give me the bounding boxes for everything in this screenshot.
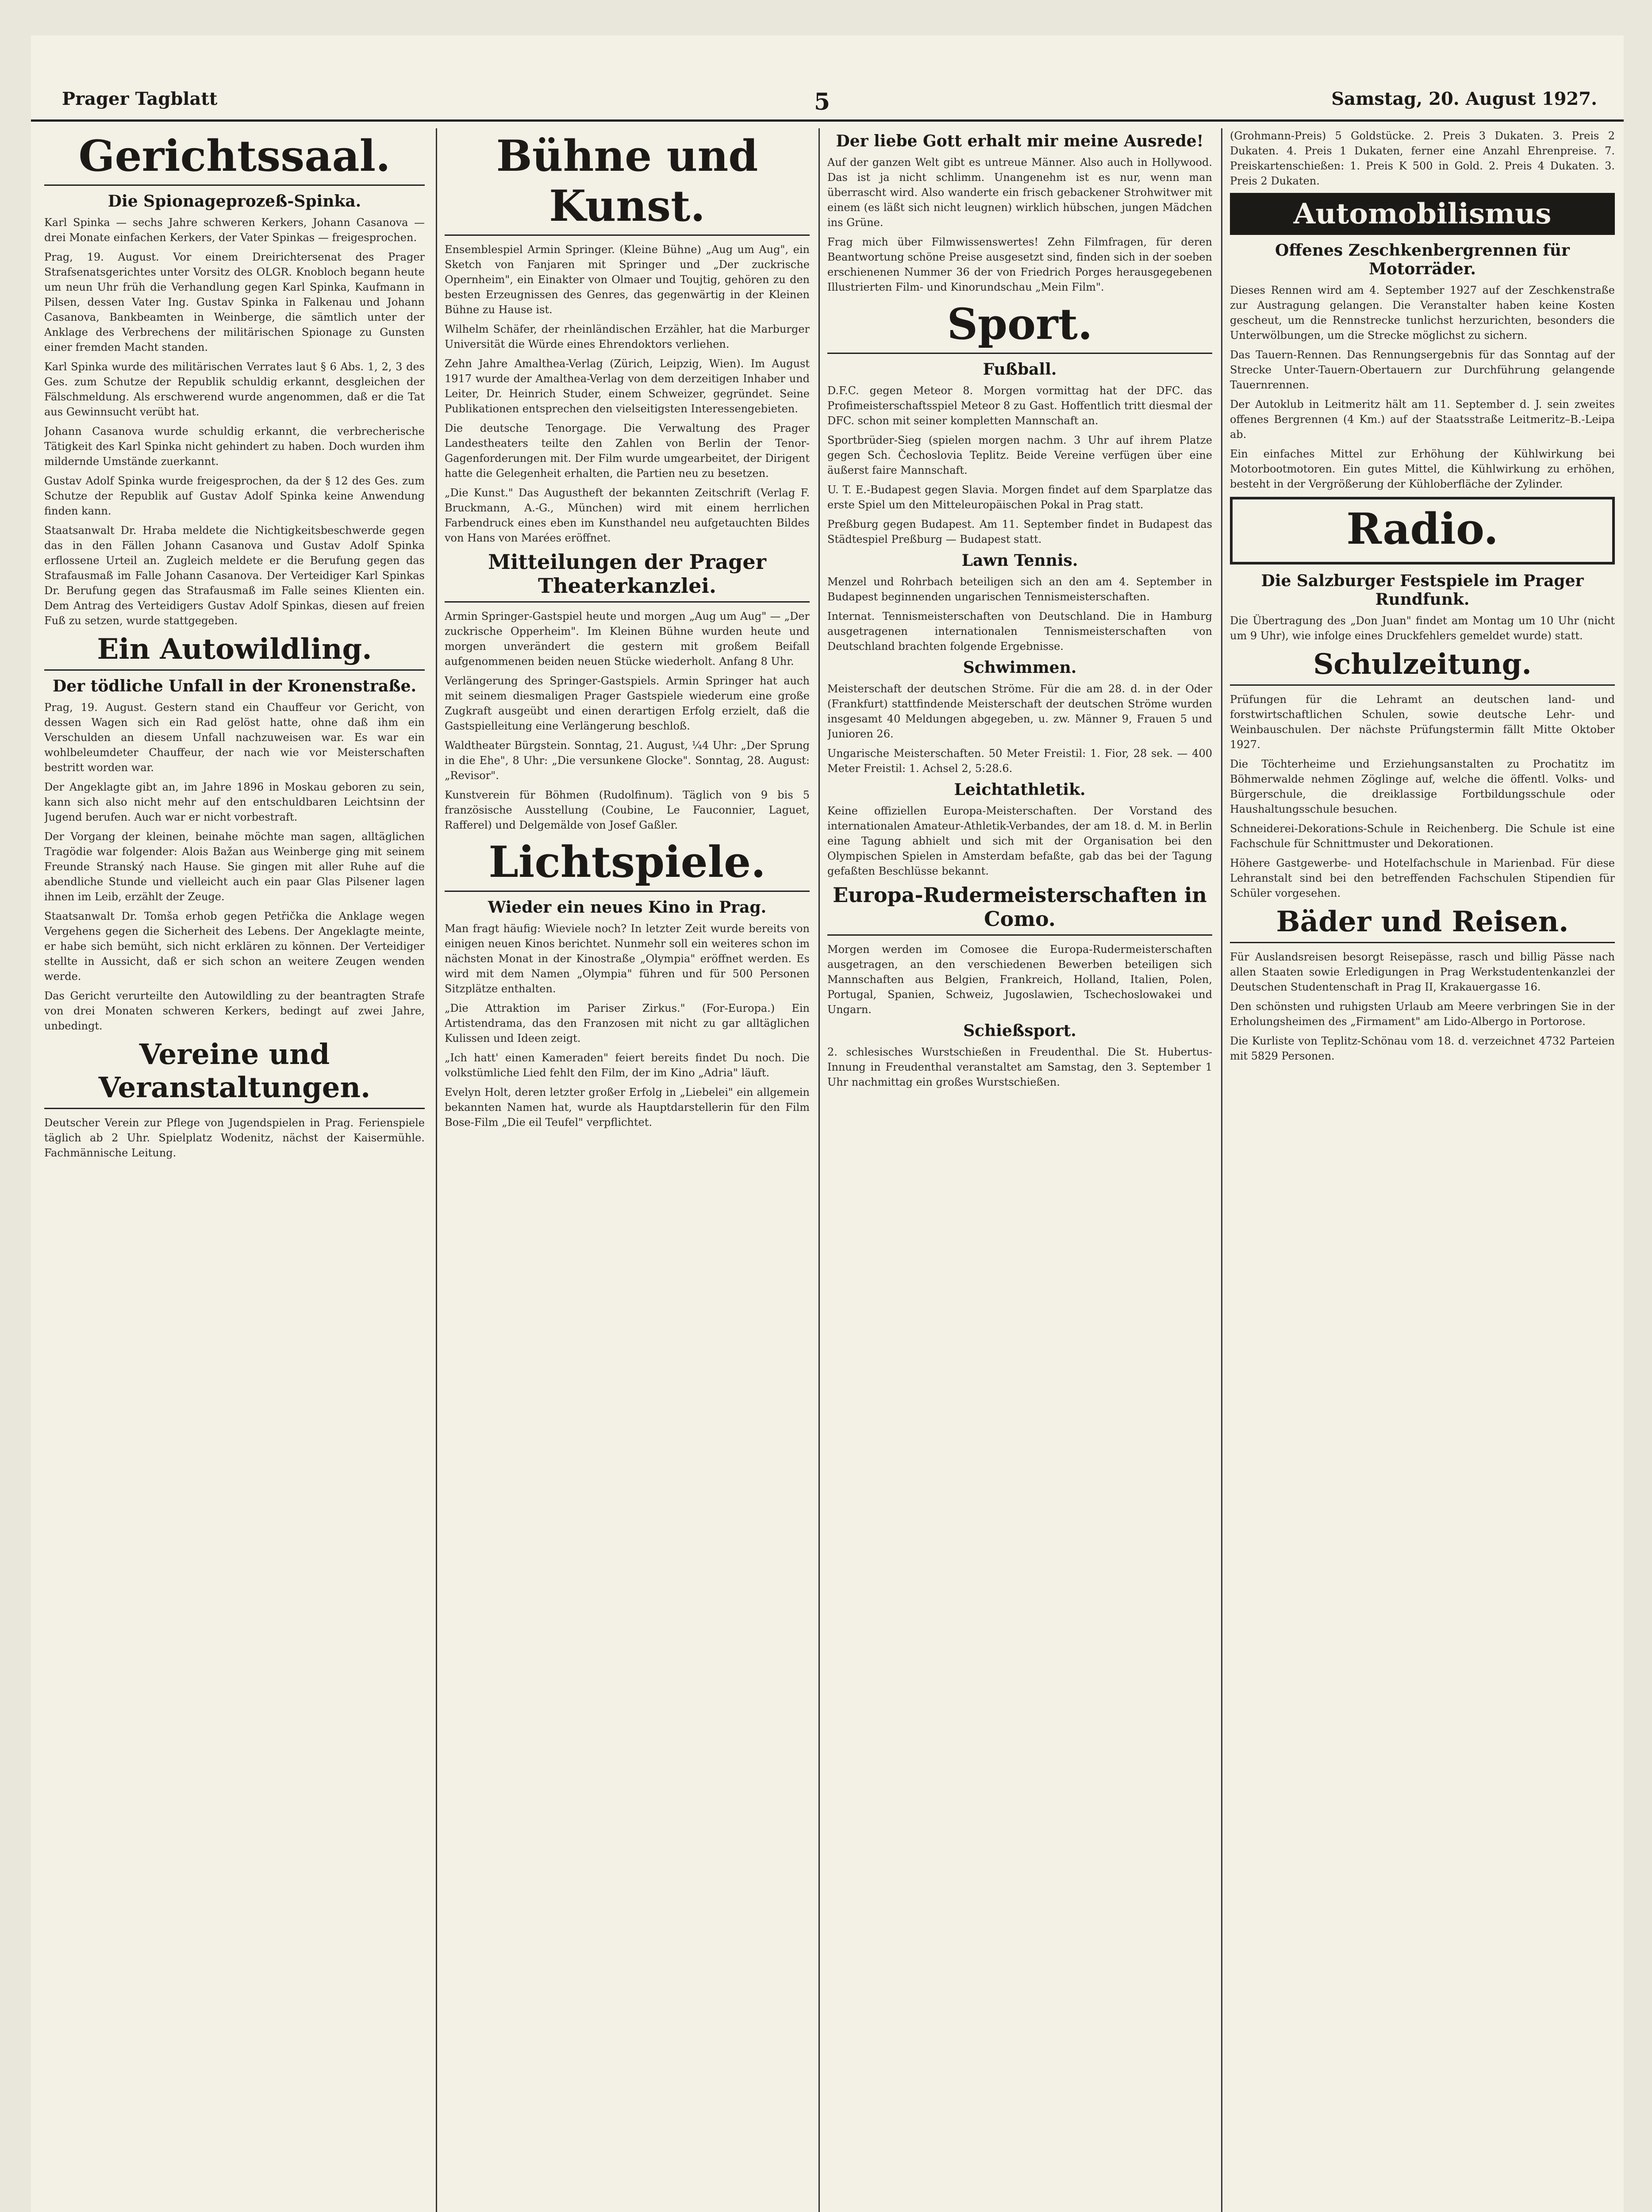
boxed-heading: [1230, 497, 1615, 565]
article-paragraph: Staatsanwalt Dr. Hraba meldete die Nichtigkeitsbeschwerde gegen das in den Fällen Johann Casanova und Gustav Adolf Spinka erflossene Urteil an. Zugleich meldete er die Berufung gegen das Strafausmaß im Falle Johann Casanova. Der Verteidiger Karl Spinkas Dr. Berufung gegen das Strafausmaß im Falle seines Klienten ein. Dem Antrag des Verteidigers Gustav Adolf Spinkas, diesen auf freien Fuß zu setzen, wurde stattgegeben.: [44, 524, 425, 627]
column-1: [44, 128, 425, 2212]
section-subheading: Fußball.: [983, 360, 1057, 379]
article-paragraph: Das Tauern-Rennen. Das Rennungsergebnis für das Sonntag auf der Strecke Unter-Tauern-Obertauern zur Durchführung gelangende Tauernrennen.: [1230, 349, 1615, 391]
article-paragraph: Die Kurliste von Teplitz-Schönau vom 18. d. verzeichnet 4732 Parteien mit 5829 Personen.: [1230, 1035, 1615, 1062]
section-heading: Gerichtssaal.: [44, 131, 425, 186]
section-heading: Lichtspiele.: [445, 837, 810, 892]
section-subheading: Schwimmen.: [963, 658, 1077, 677]
column-rule-3: [1221, 128, 1222, 2212]
article-section: [445, 550, 810, 833]
article-paragraph: Internat. Tennismeisterschaften von Deutschland. Die in Hamburg ausgetragenen internationalen Tennismeisterschaften von Deutschland brachten folgende Ergebnisse.: [827, 610, 1212, 653]
article-paragraph: D.F.C. gegen Meteor 8. Morgen vormittag hat der DFC. das Profimeisterschaftsspiel Meteor 8 zu Gast. Hoffentlich tritt diesmal der DFC. schon mit seiner kompletten Mannschaft an.: [827, 384, 1212, 427]
article-section: [1230, 648, 1615, 901]
section-heading: Vereine und Veranstaltungen.: [44, 1038, 425, 1109]
section-subheading: Schießsport.: [963, 1022, 1076, 1040]
article-paragraph: „Ich hatt' einen Kameraden" feiert bereits findet Du noch. Die volkstümliche Lied fehlt den Film, der im Kino „Adria" läuft.: [445, 1052, 810, 1079]
article-section: [44, 131, 425, 628]
section-heading: Mitteilungen der Prager Theaterkanzlei.: [445, 550, 810, 603]
article-paragraph: Der Vorgang der kleinen, beinahe möchte man sagen, alltäglichen Tragödie war folgender: Alois Bažan aus Weinberge ging mit seinem Freunde Stranský nach Hause. Sie gingen mit aller Ruhe auf die abendliche Stunde und vielleicht auch ein paar Glas Pilsener lagen ihnen im Leib, erzählt der Zeuge.: [44, 830, 425, 903]
article-paragraph: U. T. E.-Budapest gegen Slavia. Morgen findet auf dem Sparplatze das erste Spiel um den Mitteleuropäischen Pokal in Prag statt.: [827, 484, 1212, 511]
article-section: [827, 299, 1212, 547]
section-subheading: Die Salzburger Festspiele im Prager Rundfunk.: [1261, 572, 1584, 609]
section-heading: Ein Autowildling.: [44, 633, 425, 671]
article-section: [1230, 905, 1615, 1064]
article-paragraph: Den schönsten und ruhigsten Urlaub am Meere verbringen Sie in der Erholungsheimen des „Firmament" am Lido-Albergo in Portorose.: [1230, 1000, 1615, 1028]
article-paragraph: Zehn Jahre Amalthea-Verlag (Zürich, Leipzig, Wien). Im August 1917 wurde der Amalthea-Verlag von dem derzeitigen Inhaber und Leiter, Dr. Heinrich Studer, einem Schweizer, gegründet. Seine Publikationen entsprechen den vielseitigsten Interessengebieten.: [445, 357, 810, 415]
masthead: [31, 88, 1624, 115]
article-paragraph: Deutscher Verein zur Pflege von Jugendspielen in Prag. Ferienspiele täglich ab 2 Uhr. Spielplatz Wodenitz, nächst der Kaisermühle. Fachmännische Leitung.: [44, 1117, 425, 1159]
section-heading: Radio.: [1346, 504, 1498, 554]
article-paragraph: Ungarische Meisterschaften. 50 Meter Freistil: 1. Fior, 28 sek. — 400 Meter Freistil: 1. Achsel 2, 5:28.6.: [827, 747, 1212, 775]
article-paragraph: Prüfungen für die Lehramt an deutschen land- und forstwirtschaftlichen Schulen, sowie deutsche Lehr- und Weinbauschulen. Der nächste Prüfungstermin fällt Mitte Oktober 1927.: [1230, 693, 1615, 751]
article-section: [827, 1022, 1212, 1090]
article-paragraph: Die Töchterheime und Erziehungsanstalten zu Prochatitz im Böhmerwalde nehmen Zöglinge auf, welche die öffentl. Volks- und Bürgerschule, die dreiklassige Fortbildungsschule oder Haushaltungsschule besuchen.: [1230, 758, 1615, 815]
article-paragraph: Ein einfaches Mittel zur Erhöhung der Kühlwirkung bei Motorbootmotoren. Ein gutes Mittel, die Kühlwirkung zu erhöhen, besteht in der Vergrößerung der Kühloberfläche der Zylinder.: [1230, 448, 1615, 490]
article-paragraph: Morgen werden im Comosee die Europa-Rudermeisterschaften ausgetragen, an den verschiedenen Bewerben beteiligen sich Mannschaften aus Belgien, Frankreich, Holland, Italien, Polen, Portugal, Spanien, Schweiz, Jugoslawien, Tschechoslowakei und Ungarn.: [827, 943, 1212, 1016]
article-paragraph: Meisterschaft der deutschen Ströme. Für die am 28. d. in der Oder (Frankfurt) stattfindende Meisterschaft der deutschen Ströme wurden insgesamt 40 Meldungen abgegeben, u. zw. Männer 9, Frauen 5 und Junioren 26.: [827, 683, 1212, 740]
column-rule-2: [818, 128, 820, 2212]
section-subheading: Wieder ein neues Kino in Prag.: [488, 898, 767, 917]
section-heading: Bäder und Reisen.: [1230, 905, 1615, 943]
section-subheading: Die Spionageprozeß-Spinka.: [108, 192, 361, 211]
article-paragraph: Ensemblespiel Armin Springer. (Kleine Bühne) „Aug um Aug", ein Sketch von Fanjaren mit Springer und „Der zuckrische Opernheim", ein Einakter von Olmaer und Toujtig, gehören zu den besten Erzeugnissen des Genres, das gegenwärtig in der Kleinen Bühne zu Hause ist.: [445, 243, 810, 316]
article-paragraph: Die deutsche Tenorgage. Die Verwaltung des Prager Landestheaters teilte den Zahlen von Berlin der Tenor-Gagenforderungen mit. Der Film wurde umgearbeitet, der Dirigent hatte die Gelegenheit erhalten, die Partien neu zu besetzen.: [445, 422, 810, 480]
article-paragraph: Waldtheater Bürgstein. Sonntag, 21. August, ¼4 Uhr: „Der Sprung in die Ehe", 8 Uhr: „Die versunkene Glocke". Sonntag, 28. August: „Revisor".: [445, 739, 810, 782]
article-section: [44, 633, 425, 1033]
article-paragraph: Verlängerung des Springer-Gastspiels. Armin Springer hat auch mit seinem diesmaligen Prager Gastspiele wiederum eine große Zugkraft ausgeübt und einen derartigen Erfolg erzielt, daß die Gastspielleitung eine Verlängerung beschloß.: [445, 675, 810, 732]
top-rule: [31, 119, 1624, 122]
article-paragraph: Evelyn Holt, deren letzter großer Erfolg in „Liebelei" ein allgemein bekannten Namen hat, wurde als Hauptdarstellerin für den Film Bose-Film „Die eil Teufel" verpflichtet.: [445, 1086, 810, 1129]
column-3: [827, 128, 1212, 2212]
article-paragraph: „Die Attraktion im Pariser Zirkus." (For-Europa.) Ein Artistendrama, das den Franzosen mit nicht zu gar alltäglichen Kulissen und Ideen zeigt.: [445, 1002, 810, 1045]
article-section: [827, 658, 1212, 776]
article-paragraph: Karl Spinka wurde des militärischen Verrates laut § 6 Abs. 1, 2, 3 des Ges. zum Schutze der Republik schuldig erkannt, desgleichen der Fälschmeldung. Als erschwerend wurde angenommen, daß er die Tat aus Gewinnsucht verübt hat.: [44, 361, 425, 418]
column-4: [1230, 128, 1615, 2212]
section-heading: Schulzeitung.: [1230, 648, 1615, 686]
masthead-left: Prager Tagblatt: [62, 88, 218, 109]
article-paragraph: Frag mich über Filmwissenswertes! Zehn Filmfragen, für deren Beantwortung schöne Preise ausgesetzt sind, finden sich in der soeben erschienenen Nummer 36 der von Friedrich Porges herausgegebenen Illustrierten Film- und Kinorundschau „Mein Film".: [827, 236, 1212, 293]
article-section: [827, 883, 1212, 1017]
section-subheading: Lawn Tennis.: [961, 551, 1078, 570]
article-section: [44, 1038, 425, 1160]
article-section: [1230, 193, 1615, 492]
masthead-date: Samstag, 20. August 1927.: [1331, 88, 1597, 109]
article-paragraph: Keine offiziellen Europa-Meisterschaften. Der Vorstand des internationalen Amateur-Athletik-Verbandes, der am 18. d. M. in Berlin eine Tagung abhielt und sich mit der Organisation bei den Olympischen Spielen in Amsterdam befaßte, gab das bei der Tagung gefaßten Beschlüsse bekannt.: [827, 805, 1212, 877]
article-paragraph: Preßburg gegen Budapest. Am 11. September findet in Budapest das Städtespiel Preßburg — Budapest statt.: [827, 518, 1212, 545]
section-heading: Automobilismus: [1230, 193, 1615, 235]
article-paragraph: Der Angeklagte gibt an, im Jahre 1896 in Moskau geboren zu sein, kann sich also nicht mehr auf den entschuldbaren Leichtsinn der Jugend berufen. Auch war er nicht vorbestraft.: [44, 781, 425, 823]
article-paragraph: Prag, 19. August. Vor einem Dreirichtersenat des Prager Strafsenatsgerichtes unter Vorsitz des OLGR. Knobloch begann heute um neun Uhr früh die Verhandlung gegen Karl Spinka, Kaufmann in Pilsen, dessen Vater Ing. Gustav Spinka in Falkenau und Johann Casanova, Bankbeamten in Weinberge, die sämtlich unter der Anklage des Verbrechens der militärischen Spionage zu Gunsten einer fremden Macht standen.: [44, 251, 425, 353]
section-heading: Europa-Rudermeisterschaften in Como.: [827, 883, 1212, 936]
article-paragraph: Der Autoklub in Leitmeritz hält am 11. September d. J. sein zweites offenes Bergrennen (4 Km.) auf der Staatsstraße Leitmeritz–B.-Leipa ab.: [1230, 398, 1615, 441]
article-section: [1230, 128, 1615, 188]
section-subheading: Leichtathletik.: [954, 780, 1086, 799]
article-paragraph: Das Gericht verurteilte den Autowildling zu der beantragten Strafe von drei Monaten schweren Kerkers, bedingt auf zwei Jahre, unbedingt.: [44, 990, 425, 1032]
section-heading: Sport.: [827, 299, 1212, 354]
section-subheading: Der liebe Gott erhalt mir meine Ausrede!: [836, 132, 1204, 150]
article-paragraph: Wilhelm Schäfer, der rheinländischen Erzähler, hat die Marburger Universität die Würde eines Ehrendoktors verliehen.: [445, 323, 810, 350]
page-number: 5: [814, 88, 830, 115]
article-section: [445, 131, 810, 545]
article-paragraph: Staatsanwalt Dr. Tomša erhob gegen Petřička die Anklage wegen Vergehens gegen die Sicherheit des Lebens. Der Angeklagte meinte, er habe sich bemüht, sich nicht erklären zu können. Der Verteidiger stellte in Aussicht, daß er sich schon an weitere Zeugen wenden werde.: [44, 910, 425, 983]
section-heading: Bühne und Kunst.: [445, 131, 810, 236]
article-paragraph: Sportbrüder-Sieg (spielen morgen nachm. 3 Uhr auf ihrem Platze gegen Sch. Čechoslovia Teplitz. Beide Vereine verfügen über eine äußerst faire Mannschaft.: [827, 434, 1212, 476]
article-paragraph: Die Übertragung des „Don Juan" findet am Montag um 10 Uhr (nicht um 9 Uhr), wie infolge eines Druckfehlers gemeldet wurde) statt.: [1230, 614, 1615, 642]
article-paragraph: (Grohmann-Preis) 5 Goldstücke. 2. Preis 3 Dukaten. 3. Preis 2 Dukaten. 4. Preis 1 Dukaten, ferner eine Anzahl Ehrenpreise. 7. Preiskartenschießen: 1. Preis K 500 in Gold. 2. Preis 4 Dukaten. 3. Preis 2 Dukaten.: [1230, 130, 1615, 187]
article-section: [827, 780, 1212, 879]
section-subheading: Der tödliche Unfall in der Kronenstraße.: [52, 677, 417, 695]
article-paragraph: Gustav Adolf Spinka wurde freigesprochen, da der § 12 des Ges. zum Schutze der Republik auf Gustav Adolf Spinka keine Anwendung finden kann.: [44, 475, 425, 517]
article-paragraph: Menzel und Rohrbach beteiligen sich an den am 4. September in Budapest beginnenden ungarischen Tennismeisterschaften.: [827, 576, 1212, 603]
article-paragraph: Kunstverein für Böhmen (Rudolfinum). Täglich von 9 bis 5 französische Ausstellung (Coubine, Le Fauconnier, Laguet, Rafferel) und Delgemälde von Josef Gaßler.: [445, 789, 810, 831]
article-section: [827, 551, 1212, 654]
article-section: [827, 132, 1212, 295]
section-subheading: Offenes Zeschkenbergrennen für Motorräder.: [1275, 241, 1570, 278]
article-paragraph: Armin Springer-Gastspiel heute und morgen „Aug um Aug" — „Der zuckrische Opperheim". Im Kleinen Bühne wurden heute und morgen unverändert die gestern mit großem Beifall aufgenommenen beiden neuen Stücke wiederholt. Anfang 8 Uhr.: [445, 610, 810, 668]
article-paragraph: Auf der ganzen Welt gibt es untreue Männer. Also auch in Hollywood. Das ist ja nicht schlimm. Unangenehm ist es nur, wenn man überrascht wird. Also wanderte ein frisch gebackener Strohwitwer mit einem (es läßt sich nicht leugnen) wirklich hübschen, jungen Mädchen ins Grüne.: [827, 156, 1212, 229]
column-2: [445, 128, 810, 2212]
article-paragraph: Johann Casanova wurde schuldig erkannt, die verbrecherische Tätigkeit des Karl Spinka nicht gehindert zu haben. Doch wurden ihm mildernde Umstände zuerkannt.: [44, 425, 425, 468]
article-paragraph: Schneiderei-Dekorations-Schule in Reichenberg. Die Schule ist eine Fachschule für Schnittmuster und Dekorationen.: [1230, 822, 1615, 850]
article-section: [1230, 497, 1615, 643]
article-section: [445, 837, 810, 1130]
article-paragraph: Dieses Rennen wird am 4. September 1927 auf der Zeschkenstraße zur Austragung gelangen. Die Veranstalter haben keine Kosten gescheut, um die Rennstrecke tunlichst herzurichten, besonders die Unterwölbungen, um die Strecke möglichst zu sichern.: [1230, 284, 1615, 342]
column-rule-1: [436, 128, 437, 2212]
article-paragraph: Für Auslandsreisen besorgt Reisepässe, rasch und billig Pässe nach allen Staaten sowie Erledigungen in Prag Werkstudentenkanzlei der Deutschen Studentenschaft in Prag II, Krakauergasse 16.: [1230, 951, 1615, 993]
article-paragraph: 2. schlesisches Wurstschießen in Freudenthal. Die St. Hubertus-Innung in Freudenthal veranstaltet am Samstag, den 3. September 1 Uhr nachmittag ein großes Wurstschießen.: [827, 1046, 1212, 1088]
article-paragraph: Man fragt häufig: Wieviele noch? In letzter Zeit wurde bereits von einigen neuen Kinos berichtet. Nunmehr soll ein weiteres schon im nächsten Monat in der Kinostraße „Olympia" eröffnet werden. Es wird mit dem Namen „Olympia" führen und für 500 Personen Sitzplätze enthalten.: [445, 922, 810, 995]
article-paragraph: Prag, 19. August. Gestern stand ein Chauffeur vor Gericht, von dessen Wagen sich ein Rad gelöst hatte, ohne daß ihm ein Verschulden an diesem Unfall nachzuweisen war. Es war ein wohlbeleumdeter Chauffeur, der nach wie vor Meisterschaften bestritt worden war.: [44, 701, 425, 774]
article-paragraph: „Die Kunst." Das Augustheft der bekannten Zeitschrift (Verlag F. Bruckmann, A.-G., München) wird mit einem herrlichen Farbendruck eines eben im Kunsthandel neu aufgetauchten Bildes von Hans von Marées eröffnet.: [445, 487, 810, 544]
article-paragraph: Höhere Gastgewerbe- und Hotelfachschule in Marienbad. Für diese Lehranstalt sind bei den betreffenden Fachschulen Stipendien für Schüler vorgesehen.: [1230, 857, 1615, 899]
article-paragraph: Karl Spinka — sechs Jahre schweren Kerkers, Johann Casanova — drei Monate einfachen Kerkers, der Vater Spinkas — freigesprochen.: [44, 216, 425, 244]
